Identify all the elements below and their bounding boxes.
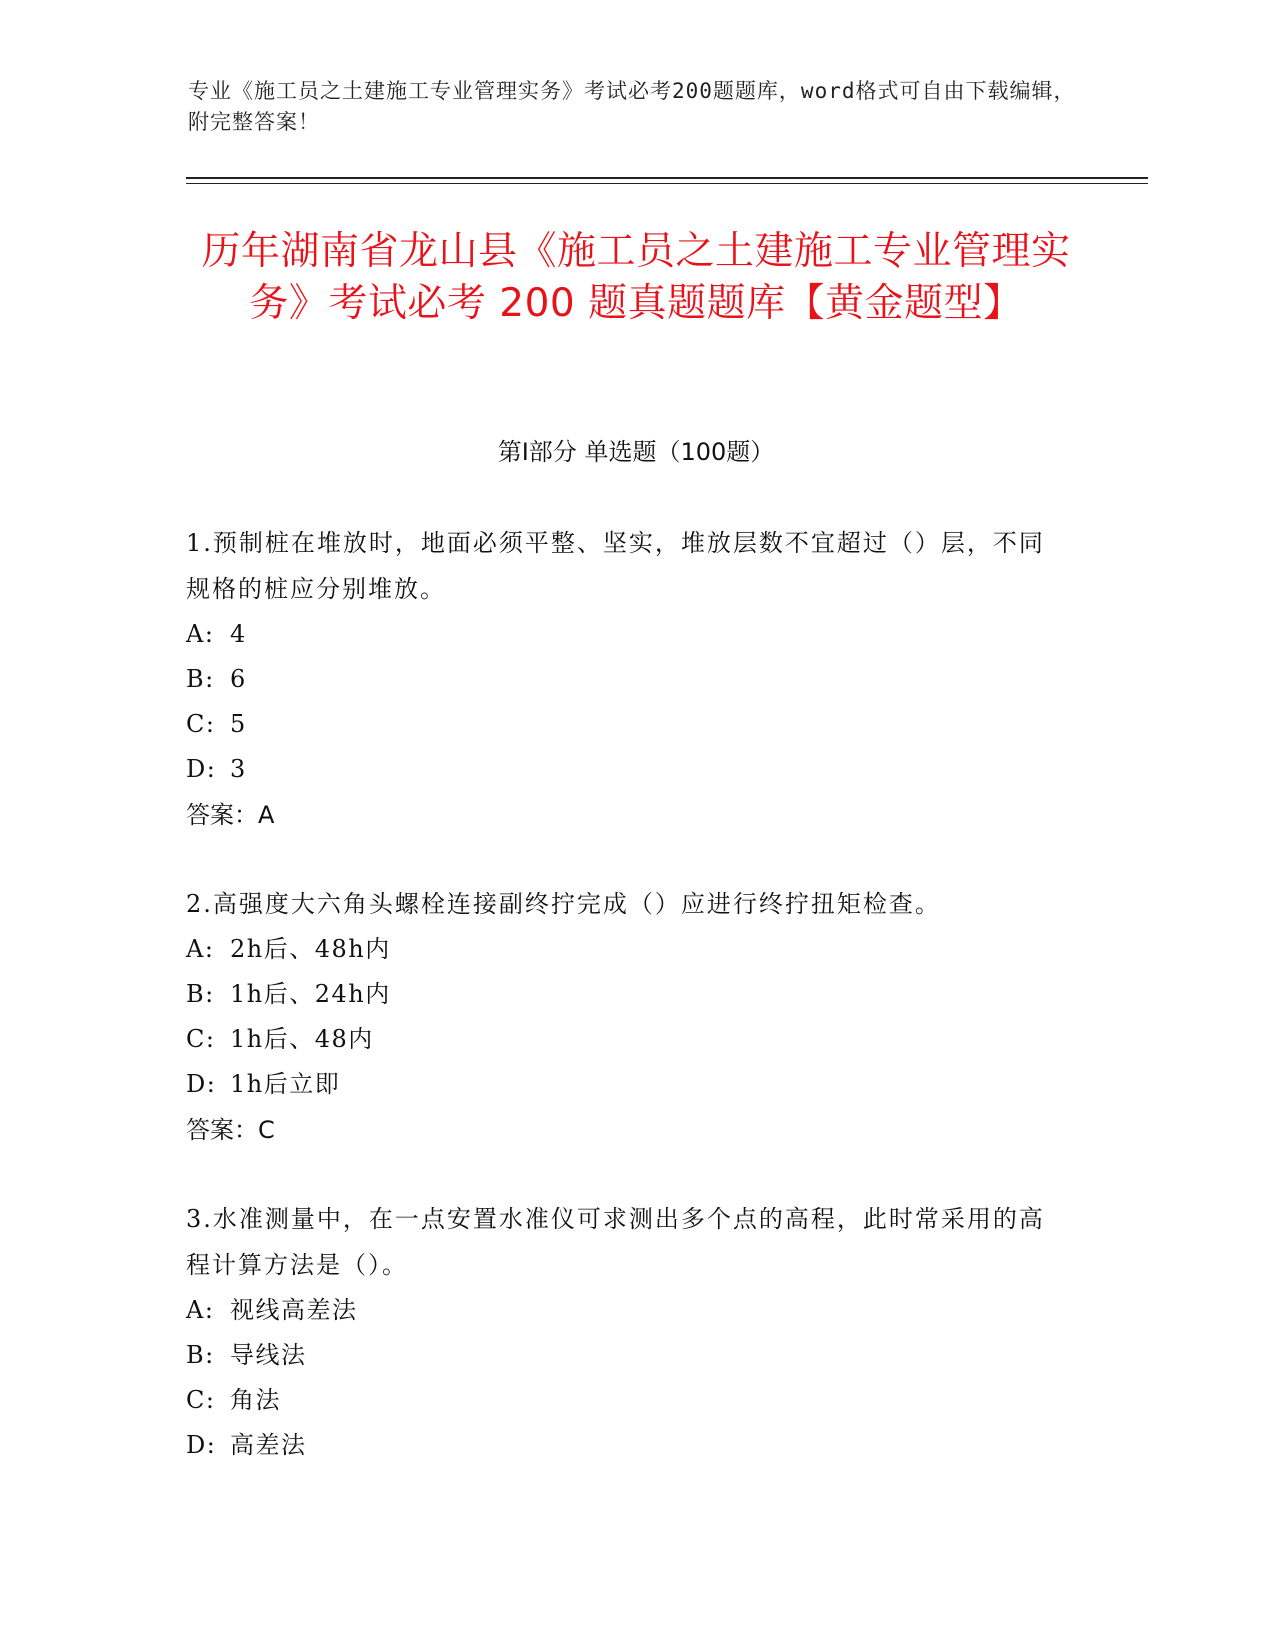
option-key: A: bbox=[186, 620, 215, 648]
option-value: 导线法 bbox=[230, 1341, 307, 1369]
option-key: D: bbox=[186, 1070, 217, 1098]
option-key: B: bbox=[186, 1341, 215, 1369]
option-b bbox=[186, 657, 1066, 702]
option-key: B: bbox=[186, 980, 215, 1008]
option-key: C: bbox=[186, 1025, 216, 1053]
option-value: 1h后立即 bbox=[230, 1070, 341, 1098]
option-a bbox=[186, 927, 1066, 972]
option-c bbox=[186, 1017, 1066, 1062]
question-text: 1.预制桩在堆放时，地面必须平整、坚实，堆放层数不宜超过（）层，不同规格的桩应分别堆放。 bbox=[186, 529, 1045, 603]
answer-line: 答案：A bbox=[186, 801, 275, 829]
option-value: 1h后、24h内 bbox=[230, 980, 391, 1008]
option-key: A: bbox=[186, 1296, 215, 1324]
option-d bbox=[186, 747, 1066, 792]
option-key: D: bbox=[186, 755, 217, 783]
option-b bbox=[186, 972, 1066, 1017]
option-key: D: bbox=[186, 1431, 217, 1459]
header-rule-thin bbox=[186, 183, 1148, 184]
question-text: 3.水准测量中，在一点安置水准仪可求测出多个点的高程，此时常采用的高程计算方法是（）。 bbox=[186, 1205, 1045, 1279]
option-d bbox=[186, 1423, 1066, 1468]
option-key: C: bbox=[186, 1386, 216, 1414]
section-heading: 第Ⅰ部分 单选题（100题） bbox=[497, 438, 775, 466]
option-d bbox=[186, 1062, 1066, 1107]
option-value: 2h后、48h内 bbox=[230, 935, 391, 963]
option-a bbox=[186, 1288, 1066, 1333]
option-value: 4 bbox=[230, 620, 247, 648]
question-text: 2.高强度大六角头螺栓连接副终拧完成（）应进行终拧扭矩检查。 bbox=[186, 890, 941, 918]
document-title: 历年湖南省龙山县《施工员之土建施工专业管理实务》考试必考 200 题真题题库【黄金题型】 bbox=[201, 229, 1071, 326]
option-b bbox=[186, 1333, 1066, 1378]
question-2 bbox=[186, 881, 1066, 1153]
option-key: B: bbox=[186, 665, 215, 693]
option-value: 5 bbox=[230, 710, 247, 738]
option-value: 1h后、48内 bbox=[230, 1025, 374, 1053]
option-value: 角法 bbox=[230, 1386, 281, 1414]
option-key: C: bbox=[186, 710, 216, 738]
option-key: A: bbox=[186, 935, 215, 963]
question-1 bbox=[186, 520, 1066, 838]
option-c bbox=[186, 1378, 1066, 1423]
option-value: 3 bbox=[230, 755, 247, 783]
answer-line: 答案：C bbox=[186, 1116, 275, 1144]
header-rule-thick bbox=[186, 177, 1148, 179]
question-3 bbox=[186, 1196, 1066, 1468]
option-value: 6 bbox=[230, 665, 247, 693]
option-value: 高差法 bbox=[230, 1431, 307, 1459]
option-a bbox=[186, 612, 1066, 657]
header-note: 专业《施工员之土建施工专业管理实务》考试必考200题题库，word格式可自由下载编辑，附完整答案！ bbox=[188, 79, 1076, 134]
option-c bbox=[186, 702, 1066, 747]
option-value: 视线高差法 bbox=[230, 1296, 358, 1324]
